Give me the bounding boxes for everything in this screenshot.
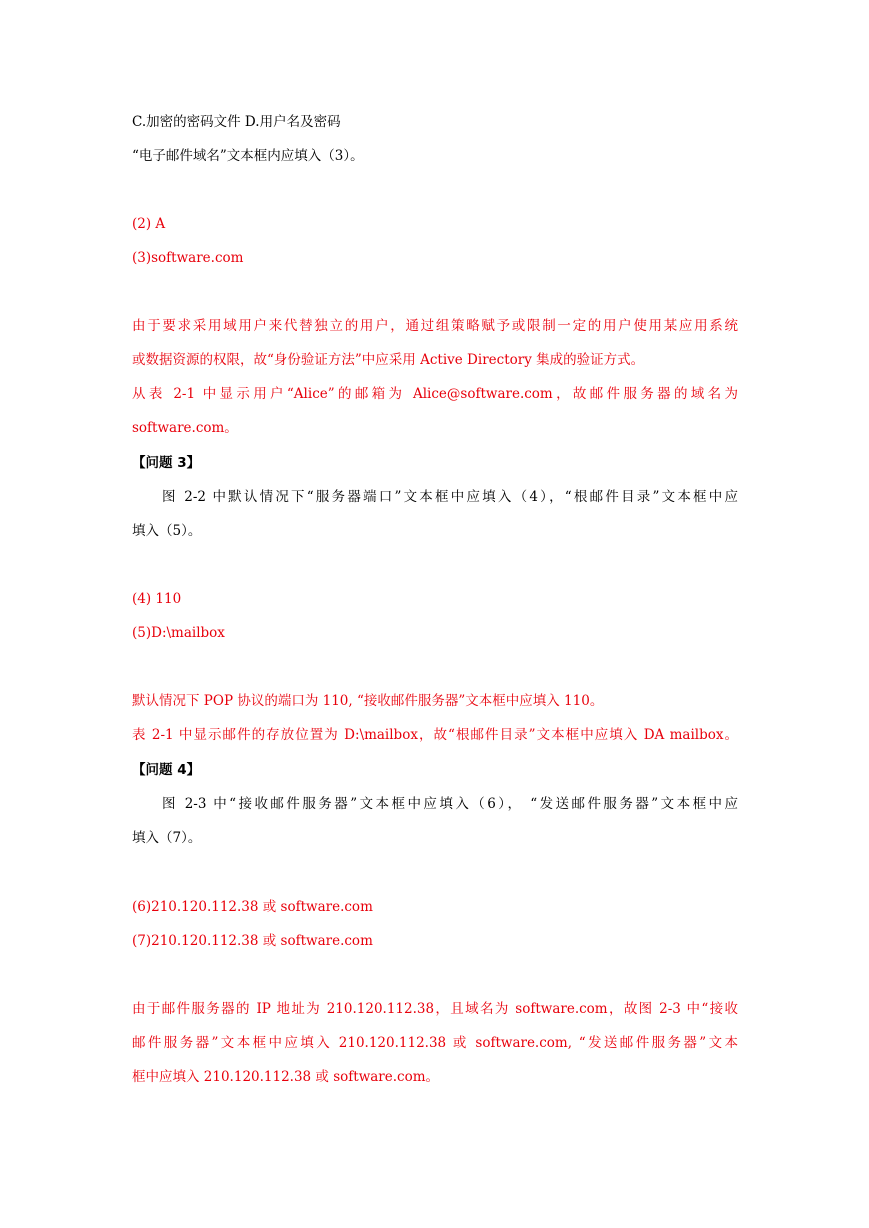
options-line: C.加密的密码文件 D.用户名及密码 [132, 114, 341, 130]
answer-4: (4) 110 [132, 591, 182, 607]
question-4-line-1: 图 2-3 中“接收邮件服务器”文本框中应填入（6）， “发送邮件服务器”文本框中应 [162, 796, 738, 812]
answer-3: (3)software.com [132, 250, 244, 266]
explanation-4-5-line-2: 表 2-1 中显示邮件的存放位置为 D:\mailbox，故“根邮件目录”文本框中应填入 DA mailbox。 [132, 727, 738, 743]
answer-2: (2) A [132, 216, 166, 232]
explanation-2-3-line-3: 从表 2-1 中显示用户“Alice”的邮箱为 Alice@software.com，故邮件服务器的域名为 [132, 386, 738, 402]
question-4-heading: 【问题 4】 [132, 762, 201, 778]
question-3-line-1: 图 2-2 中默认情况下“服务器端口”文本框中应填入（4），“根邮件目录”文本框中应 [162, 489, 738, 505]
explanation-4-5-line-1: 默认情况下 POP 协议的端口为 110, “接收邮件服务器”文本框中应填入 110。 [132, 693, 604, 709]
question-3-blank-text: “电子邮件域名”文本框内应填入（3）。 [132, 148, 364, 164]
question-3-line-2: 填入（5）。 [132, 523, 202, 539]
question-3-heading: 【问题 3】 [132, 455, 201, 471]
answer-5: (5)D:\mailbox [132, 625, 225, 641]
answer-6: (6)210.120.112.38 或 software.com [132, 899, 373, 915]
explanation-6-7-line-1: 由于邮件服务器的 IP 地址为 210.120.112.38，且域名为 software.com，故图 2-3 中“接收 [132, 1001, 738, 1017]
explanation-6-7-line-2: 邮件服务器”文本框中应填入 210.120.112.38 或 software.com, “发送邮件服务器”文本 [132, 1035, 738, 1051]
explanation-2-3-line-2: 或数据资源的权限，故“身份验证方法”中应采用 Active Directory 集成的验证方式。 [132, 352, 645, 368]
question-4-line-2: 填入（7）。 [132, 830, 202, 846]
answer-7: (7)210.120.112.38 或 software.com [132, 933, 373, 949]
explanation-2-3-line-1: 由于要求采用域用户来代替独立的用户，通过组策略赋予或限制一定的用户使用某应用系统 [132, 318, 738, 334]
explanation-2-3-line-4: software.com。 [132, 420, 238, 436]
explanation-6-7-line-3: 框中应填入 210.120.112.38 或 software.com。 [132, 1069, 440, 1085]
